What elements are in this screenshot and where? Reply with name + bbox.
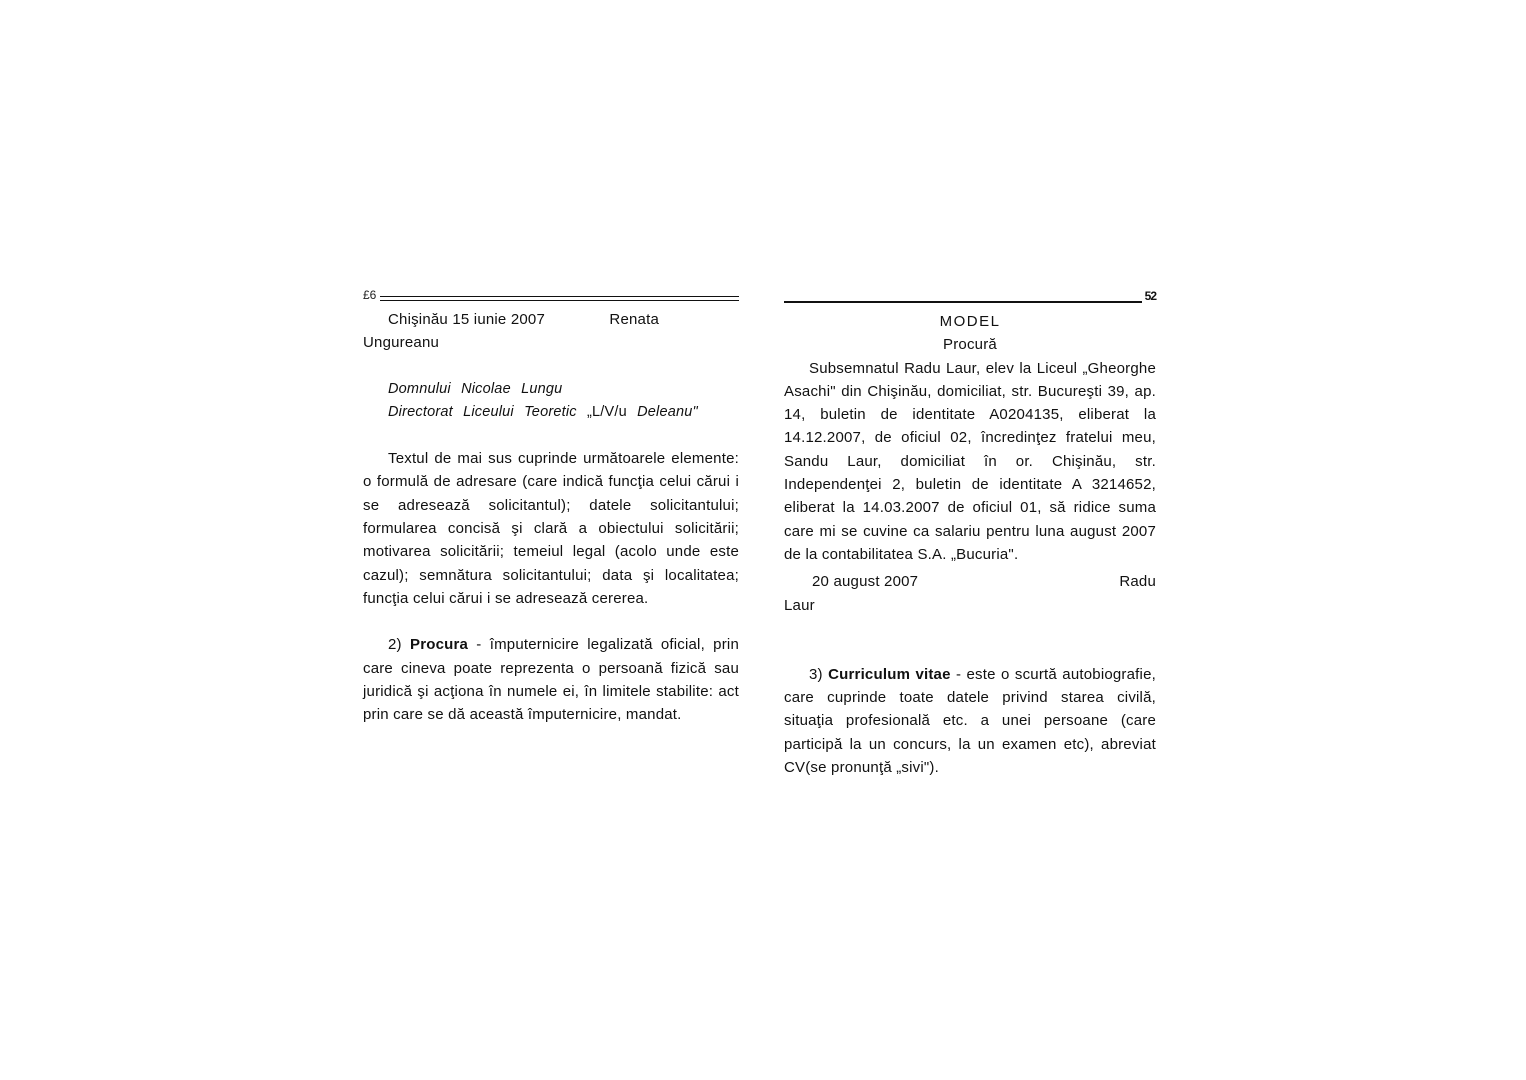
right-page [784, 286, 1156, 779]
paragraph-cv [784, 663, 1156, 779]
item-number: 3) [809, 665, 823, 683]
paragraph-procura [363, 633, 739, 726]
left-page-header [363, 286, 739, 304]
addressee-institution: Directorat Liceului Teoretic [388, 403, 577, 420]
right-page-body [784, 304, 1156, 779]
signature-line [363, 308, 739, 331]
addressee-name-end: Deleanu" [637, 403, 698, 420]
paragraph-elements: Textul de mai sus cuprinde următoarele elemente: o formulă de adresare (care indică funcţia celui cărui i se adresează solicitantul); datele solicitantului; formularea concisă şi clară a obiectului solicitării; motivarea solicitării; temeiul legal (acolo unde este cazul); semnătura solicitantului; data şi localitatea; funcţia celui cărui i se adresează cererea. [363, 450, 739, 607]
header-rule [784, 301, 1142, 303]
definition-cv: - este o scurtă autobiografie, care cuprinde toate datele privind starea civilă, situaţia profesională etc. a unei persoane (care participă la un concurs, la un examen etc), abreviat CV(se pronunţă „sivi"). [784, 665, 1156, 777]
addressee-name-fragment: „L/V/u [586, 403, 627, 420]
left-page [363, 286, 739, 726]
procura-date: 20 august 2007 [812, 573, 919, 591]
model-label: MODEL [939, 313, 1001, 330]
header-rule [380, 296, 739, 301]
term-procura: Procura [409, 636, 469, 654]
signature-line [784, 570, 1156, 593]
addressee-line-2 [363, 401, 739, 424]
signer-last-name: Laur [784, 596, 815, 614]
date-place: Chişinău 15 iunie 2007 [388, 311, 546, 328]
definition-procura: - împuternicire legalizată oficial, prin care cineva poate reprezenta o persoană fizică sau juridică şi acţiona în numele ei, în limitele stabilite: act prin care se dă această împuternicire, mandat. [363, 636, 739, 724]
addressee-line-1: Domnului Nicolae Lungu [388, 380, 563, 397]
signer-first-name: Radu [1119, 573, 1156, 591]
item-number: 2) [388, 636, 402, 654]
page-number: 52 [1144, 289, 1156, 303]
signer-last-name: Ungureanu [363, 334, 440, 352]
procura-body: Subsemnatul Radu Laur, elev la Liceul „Gheorghe Asachi" din Chişinău, domiciliat, str. Bucureşti 39, ap. 14, buletin de identitate A0204135, eliberat la 14.12.2007, de oficiul 02, încredinţez fratelui meu, Sandu Laur, domiciliat în or. Chişinău, str. Independenţei 2, buletin de identitate A 3214652, eliberat la 14.03.2007 de oficiul 01, să ridice suma care mi se cuvine ca salariu pentru luna august 2007 de la contabilitatea S.A. „Bucuria". [784, 359, 1156, 563]
page-number: £6 [363, 288, 377, 302]
document-title: Procură [943, 336, 997, 354]
signer-first-name: Renata [609, 311, 659, 328]
right-page-header [784, 286, 1156, 304]
term-cv: Curriculum vitae [828, 665, 951, 683]
left-page-body [363, 304, 739, 726]
